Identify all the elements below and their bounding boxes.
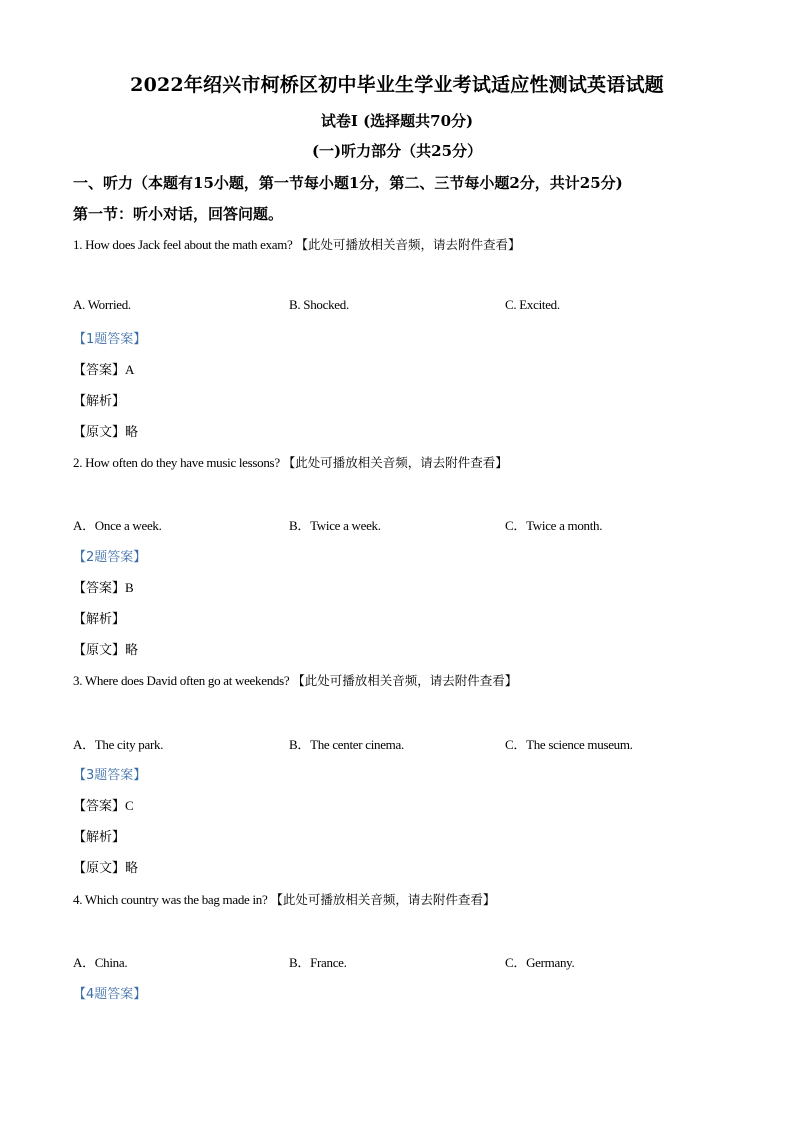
- question-3-stem: [73, 671, 517, 689]
- answer-value: B: [125, 580, 134, 595]
- question-4-option-a: A．China.: [73, 955, 128, 970]
- section-heading-listening: 一、听力（本题有15小题，第一节每小题1分，第二、三节每小题2分，共计25分): [73, 174, 623, 192]
- question-4-option-b: B．France.: [289, 955, 347, 970]
- answer-label: 【答案】: [73, 581, 126, 596]
- answer-label: 【答案】: [73, 363, 126, 378]
- question-stem-text: 1. How does Jack feel about the math exam?: [73, 237, 293, 252]
- question-3-original: [73, 857, 138, 876]
- question-4-option-c: C．Germany.: [505, 955, 575, 970]
- question-3-option-c: C．The science museum.: [505, 737, 633, 752]
- question-1-answer: [73, 359, 134, 378]
- audio-note: 【此处可播放相关音频，请去附件查看】: [292, 673, 518, 688]
- question-4-answer-header: 【4题答案】: [73, 987, 147, 1002]
- original-label: 【原文】: [73, 861, 126, 876]
- question-1-stem: [73, 235, 520, 253]
- question-2-analysis: 【解析】: [73, 612, 126, 627]
- answer-value: C: [125, 798, 134, 813]
- question-2-answer: [73, 577, 134, 596]
- question-3-answer: [73, 795, 134, 814]
- question-stem-text: 4. Which country was the bag made in?: [73, 892, 268, 907]
- question-stem-text: 2. How often do they have music lessons?: [73, 455, 280, 470]
- answer-label: 【答案】: [73, 799, 126, 814]
- audio-note: 【此处可播放相关音频，请去附件查看】: [270, 892, 496, 907]
- original-label: 【原文】: [73, 425, 126, 440]
- question-3-option-b: B．The center cinema.: [289, 737, 404, 752]
- question-1-answer-header: 【1题答案】: [73, 332, 147, 347]
- question-2-option-c: C．Twice a month.: [505, 518, 603, 533]
- question-1-option-c: C. Excited.: [505, 297, 560, 312]
- answer-value: A: [125, 362, 135, 377]
- question-2-answer-header: 【2题答案】: [73, 550, 147, 565]
- original-label: 【原文】: [73, 643, 126, 658]
- listening-subtitle: (一)听力部分（共25分）: [311, 142, 483, 160]
- exam-title: 2022年绍兴市柯桥区初中毕业生学业考试适应性测试英语试题: [130, 74, 664, 96]
- original-value: 略: [125, 861, 139, 876]
- audio-note: 【此处可播放相关音频，请去附件查看】: [282, 455, 508, 470]
- original-value: 略: [125, 425, 139, 440]
- question-3-analysis: 【解析】: [73, 830, 126, 845]
- question-1-original: [73, 421, 138, 440]
- question-stem-text: 3. Where does David often go at weekends?: [73, 673, 290, 688]
- original-value: 略: [125, 643, 139, 658]
- question-2-stem: [73, 453, 508, 471]
- question-2-option-a: A．Once a week.: [73, 518, 162, 533]
- question-1-analysis: 【解析】: [73, 394, 126, 409]
- audio-note: 【此处可播放相关音频，请去附件查看】: [295, 237, 521, 252]
- question-2-option-b: B．Twice a week.: [289, 518, 381, 533]
- question-1-option-b: B. Shocked.: [289, 297, 349, 312]
- question-3-option-a: A．The city park.: [73, 737, 164, 752]
- question-2-original: [73, 639, 138, 658]
- question-4-stem: [73, 890, 495, 908]
- section-heading-part1: 第一节：听小对话，回答问题。: [73, 205, 284, 223]
- paper-subtitle: 试卷I (选择题共70分): [320, 112, 474, 130]
- question-1-option-a: A. Worried.: [73, 297, 131, 312]
- question-3-answer-header: 【3题答案】: [73, 768, 147, 783]
